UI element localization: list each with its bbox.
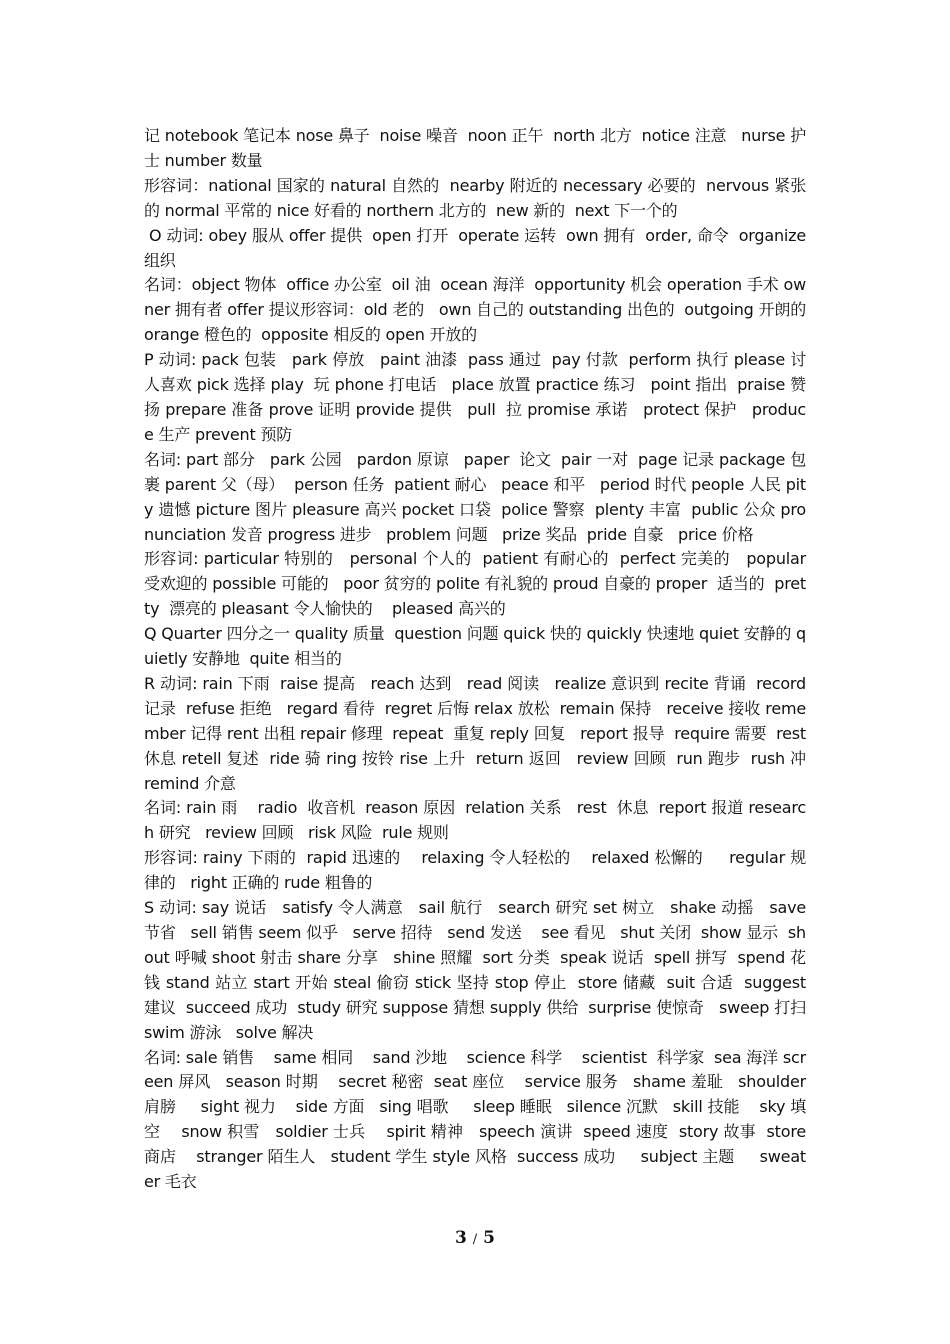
paragraph-n-continued: 记 notebook 笔记本 nose 鼻子 noise 噪音 noon 正午 north 北方 notice 注意 nurse 护士 number 数量 bbox=[144, 126, 806, 170]
current-page-number: 3 bbox=[455, 1228, 467, 1248]
paragraph-o-nouns-adjectives: 名词：object 物体 office 办公室 oil 油 ocean 海洋 opportunity 机会 operation 手术 owner 拥有者 offer 提议形容词：old 老的 own 自己的 outstanding 出色的 outgoing 开朗的 orange 橙色的 opposite 相反的 open 开放的 bbox=[144, 275, 816, 345]
paragraph-s-nouns: 名词: sale 销售 same 相同 sand 沙地 science 科学 scientist 科学家 sea 海洋 screen 屏风 season 时期 secret 秘密 seat 座位 service 服务 shame 羞耻 shoulder 肩膀 sight 视力 side 方面 sing 唱歌 sleep 睡眠 silence 沉默 skill 技能 sky 填空 snow 积雪 soldier 士兵 spirit 精神 speech 演讲 speed 速度 story 故事 store 商店 stranger 陌生人 student 学生 style 风格 success 成功 subject 主题 sweater 毛衣 bbox=[144, 1047, 811, 1192]
paragraph-r-adjectives: 形容词: rainy 下雨的 rapid 迅速的 relaxing 令人轻松的 relaxed 松懈的 regular 规律的 right 正确的 rude 粗鲁的 bbox=[144, 848, 806, 893]
paragraph-q-words: Q Quarter 四分之一 quality 质量 question 问题 quick 快的 quickly 快速地 quiet 安静的 quietly 安静地 quite 相当的 bbox=[144, 624, 806, 669]
page-number bbox=[0, 1228, 950, 1248]
paragraph-r-verbs: R 动词: rain 下雨 raise 提高 reach 达到 read 阅读 realize 意识到 recite 背诵 record 记录 refuse 拒绝 regard 看待 regret 后悔 relax 放松 remain 保持 receive 接收 remember 记得 rent 出租 repair 修理 repeat 重复 reply 回复 report 报导 require 需要 rest 休息 retell 复述 ride 骑 ring 按铃 rise 上升 return 返回 review 回顾 run 跑步 rush 冲 remind 介意 bbox=[144, 673, 821, 793]
page-separator: / bbox=[472, 1232, 478, 1247]
paragraph-p-nouns: 名词: part 部分 park 公园 pardon 原谅 paper 论文 pair 一对 page 记录 package 包裹 parent 父（母） person 任务 patient 耐心 peace 和平 period 时代 people 人民 pity 遗憾 picture 图片 pleasure 高兴 pocket 口袋 police 警察 plenty 丰富 public 公众 pronunciation 发音 progress 进步 problem 问题 prize 奖品 pride 自豪 price 价格 bbox=[144, 449, 806, 544]
document-body bbox=[144, 124, 821, 1195]
paragraph-o-verbs: O 动词: obey 服从 offer 提供 open 打开 operate 运转 own 拥有 order, 命令 organize 组织 bbox=[144, 225, 811, 270]
paragraph-p-verbs: P 动词: pack 包装 park 停放 paint 油漆 pass 通过 pay 付款 perform 执行 please 讨人喜欢 pick 选择 play 玩 phone 打电话 place 放置 practice 练习 point 指出 praise 赞扬 prepare 准备 prove 证明 provide 提供 pull 拉 promise 承诺 protect 保护 produce 生产 prevent 预防 bbox=[144, 350, 806, 444]
paragraph-s-verbs: S 动词: say 说话 satisfy 令人满意 sail 航行 search 研究 set 树立 shake 动摇 save 节省 sell 销售 seem 似乎 serve 招待 send 发送 see 看见 shut 关闭 show 显示 shout 呼喊 shoot 射击 share 分享 shine 照耀 sort 分类 speak 说话 spell 拼写 spend 花钱 stand 站立 start 开始 steal 偷窃 stick 坚持 stop 停止 store 储藏 suit 合适 suggest 建议 succeed 成功 study 研究 suppose 猜想 supply 供给 surprise 使惊奇 sweep 打扫 swim 游泳 solve 解决 bbox=[144, 898, 816, 1042]
paragraph-n-adjectives: 形容词：national 国家的 natural 自然的 nearby 附近的 necessary 必要的 nervous 紧张的 normal 平常的 nice 好看的 northern 北方的 new 新的 next 下一个的 bbox=[144, 175, 806, 220]
total-page-count: 5 bbox=[483, 1228, 495, 1248]
paragraph-r-nouns: 名词: rain 雨 radio 收音机 reason 原因 relation 关系 rest 休息 report 报道 research 研究 review 回顾 risk 风险 rule 规则 bbox=[144, 798, 806, 843]
paragraph-p-adjectives: 形容词: particular 特别的 personal 个人的 patient 有耐心的 perfect 完美的 popular 受欢迎的 possible 可能的 poor 贫穷的 polite 有礼貌的 proud 自豪的 proper 适当的 pretty 漂亮的 pleasant 令人愉快的 pleased 高兴的 bbox=[144, 549, 811, 619]
